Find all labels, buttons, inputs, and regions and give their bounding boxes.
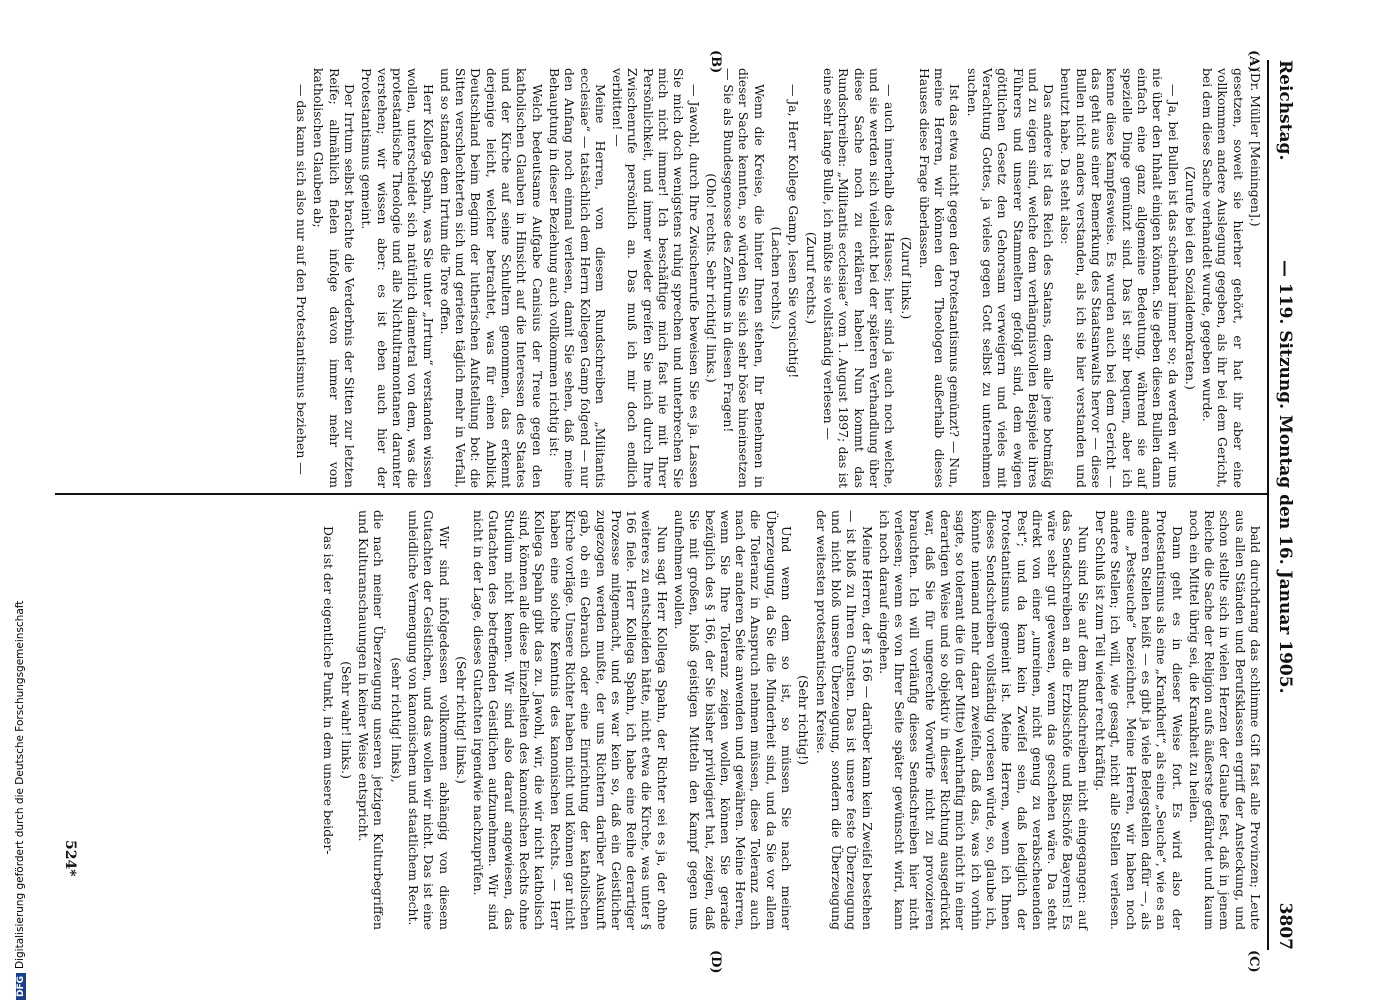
margin-mark-c: (C) <box>1246 950 1261 973</box>
dfg-logo: DFG <box>16 973 26 1000</box>
paragraph: Das ist der eigentliche Punkt, in dem unsere beider- <box>321 526 337 855</box>
interjection: (Sehr richtig!) <box>796 675 812 765</box>
quotation: bald durchdrang das schlimme Gift fast alle Provinzen; Leute aus allen Ständen und Berufsklassen ergriff der Ansteckung, und schon stellte sich in vielen Herzen der Glaube fest, daß in jenem Reiche die Sache der Religion aufs äußerste gefährdet und kaum noch ein Mittel übrig sei, die Krankheit zu heilen. <box>1186 510 1263 930</box>
paragraph: die nach meiner Überzeugung unseren jetzigen Kulturbegriffen und Kulturanschauungen in keiner Weise entspricht. <box>356 510 387 930</box>
interjection: (Zuruf rechts.) <box>803 231 819 325</box>
column-divider <box>55 493 1267 495</box>
paragraph: Nun sagt Herr Kollega Spahn, der Richter sei es ja, der ohne weiteres zu entscheiden hätte, nicht etwa die Kirche, was unter § 166 fiele. Herr Kollega Spahn, ich habe eine Reihe derartiger Prozesse mitgemacht, und es war kein so, daß ein Geistlicher zugezogen werden mußte, der uns Richtern darüber Auskunft gab, ob ein Gebrauch oder eine Einrichtung der katholischen Kirche vorläge. Unsere Richter haben nicht und können gar nicht haben eine solche Kenntnis des kanonischen Rechts. — Herr Kollega Spahn gibt das zu. Jawohl, wir, die wir nicht katholisch sind, können alle diese Einzelheiten des kanonischen Rechts ohne Studium nicht kennen. Wir sind also darauf angewiesen, das Gutachten des betreffenden Geistlichen aufzunehmen. Wir sind nicht in der Lage, dieses Gutachten irgendwie nachzuprüfen. <box>471 510 670 930</box>
interjection: (Sehr wahr! links.) <box>338 661 354 779</box>
paragraph: Meine Herren, von diesem Rundschreiben „Militantis ecclesiae“ — tatsächlich dem Herrn Kollegen Gamp folgend — nur den Anfang noch einmal verlesen, damit Sie sehen, daß meine Behauptung in dieser Beziehung auch vollkommen richtig ist: <box>546 68 608 488</box>
paragraph: Nun sind Sie auf dem Rundschreiben nicht eingegangen: auf das Sendschreiben an die Erzbischöfe und Bischöfe Bayerns! Es wäre sehr gut gewesen, wenn das geschehen wäre. Da steht direkt von einer „unreinen, nicht genug zu verabscheuenden Pest“; und da kann kein Zweifel sein, daß lediglich der Protestantismus gemeint ist. Meine Herren, wenn ich Ihnen dieses Sendschreiben vollständig vorlesen würde, so, glaube ich, könnte niemand mehr daran zweifeln, daß das, was ich vorhin sagte, so tolerant die (in der Mitte) wahrhaftig mich nicht in einer derartigen Weise und so objektiv in dieser Richtung ausgedrückt war, daß Sie für ungerechte Vorwürfe nicht zu provozieren brauchten. Ich will vorläufig dieses Sendschreiben hier nicht verlesen; wenn es von Ihrer Seite später gewünscht wird, kann ich noch darauf eingehen. <box>876 510 1091 930</box>
paragraph: — Ja, bei Bullen ist das scheinbar immer so; da werden wir uns nie über den Inhalt einigen können. Sie geben diesen Bullen dann einfach eine ganz allgemeine Bedeutung, während sie auf spezielle Dinge gemünzt sind. Das ist sehr bequem, aber ich kenne diese Kampfesweise. Es wurden auch bei dem Gericht — das geht aus einer Bemerkung des Staatsanwalts hervor — diese Bullen nicht anders verstanden, als ich sie hier verstanden und benutzt habe. Da steht also: <box>1058 68 1181 488</box>
paragraph: Meine Herren, der § 166 — darüber kann kein Zweifel bestehen — ist bloß zu Ihren Gunsten. Das ist unsere feste Überzeugung und nicht bloß unsere Überzeugung, sondern die Überzeugung der weitesten protestantischen Kreise. <box>813 510 875 930</box>
interjection: (Oho! rechts. Sehr richtig! links.) <box>703 173 719 383</box>
right-column <box>319 510 1263 930</box>
margin-mark-a: (A) <box>1246 50 1261 73</box>
quotation: Der Irrtum selbst brachte die Verderbnis der Sitten zur letzten Reife; allmählich fielen infolge davon immer mehr vom katholischen Glauben ab; <box>311 68 358 488</box>
header-session: — 119. Sitzung. Montag den 16. Januar 1905. <box>1275 260 1295 694</box>
sheet-signature: 524* <box>62 840 78 877</box>
paragraph: — das kann sich also nur auf den Protestantismus beziehen — <box>294 84 310 475</box>
credit-text: Digitalisierung gefördert durch die Deutsche Forschungsgemeinschaft <box>14 600 26 969</box>
margin-mark-d: (D) <box>708 950 723 974</box>
digitization-credit <box>14 0 28 1000</box>
running-header <box>1271 60 1295 950</box>
paragraph: Und wenn dem so ist, so müssen Sie nach meiner Überzeugung, da Sie die Minderheit sind, und da Sie vor allem die Toleranz in Anspruch nehmen müssen, diese Toleranz auch nach der anderen Seite anwenden und gewähren. Meine Herren, wenn Sie Ihre Toleranz zeigen wollen, können Sie gerade bezüglich des § 166, der Sie bisher privilegiert hat, zeigen, daß Sie mit großen, bloß geistigen Mitteln den Kampf gegen uns aufnehmen wollen. <box>672 510 795 930</box>
header-page-number: 3807 <box>1275 902 1295 950</box>
paragraph: — Ja, Herr Kollege Gamp, lesen Sie vorsichtig! <box>786 84 802 379</box>
paragraph: Dann geht es in dieser Weise fort. Es wird also der Protestantismus als eine „Krankheit“, als eine „Seuche“, wie es an anderen Stellen heißt — es gibt ja viele Belegstellen dafür —, als eine „Pestseuche“ bezeichnet. Meine Herren, wir haben noch andere Stellen; ich will, wie gesagt, nicht alle Stellen verlesen. Der Schluß ist zum Teil wieder recht kräftig. <box>1093 510 1185 930</box>
interjection: (Zurufe bei den Sozialdemokraten.) <box>1182 166 1198 390</box>
quotation: Das andere ist das Reich des Satans, dem alle jene botmäßig und zu eigen sind, welche dem verhängnisvollen Beispiele ihres Führers und unserer Stammeltern gefolgt sind, dem ewigen göttlichen Gesetz den Gehorsam verweigern und vieles mit Verachtung Gottes, ja vieles gegen Gott selbst zu unternehmen suchen. <box>964 68 1057 488</box>
quotation: Welch bedeutsame Aufgabe Canisius der Treue gegen den katholischen Glauben in Hinsicht auf die Interessen des Staates und der Kirche auf seine Schultern genommen, das erkennt derjenige leicht, welcher betrachtet, was für einen Anblick Deutschland beim Beginn der lutherischen Aufstellung bot: die Sitten verschlechterten sich und gerieten täglich mehr in Verfall, und so standen dem Irrtum die Tore offen. <box>437 68 545 488</box>
paragraph: — auch innerhalb des Hauses; hier sind ja auch noch welche, und sie werden sich vielleicht bei der späteren Verhandlung über diese Sache noch zu erklären haben! Nun kommt das Rundschreiben: „Militantis ecclesiae“ vom 1. August 1897; das ist eine sehr lange Bulle, ich müßte sie vollständig verlesen — <box>820 68 898 488</box>
header-rule <box>1267 60 1269 950</box>
interjection: (Zuruf links.) <box>899 236 915 320</box>
paragraph: Wir sind infolgedessen vollkommen abhängig von diesem Gutachten der Geistlichen, und das wollen wir nicht. Das ist eine unleidliche Vermengung von kanonischem und staatlichem Recht. <box>405 510 452 930</box>
paragraph: — Jawohl, durch Ihre Zwischenrufe beweisen Sie es ja. Lassen Sie mich doch wenigstens ruhig sprechen und unterbrechen Sie mich nicht immer! Ich beschäftige mich fast nie mit Ihrer Persönlichkeit, und immer wieder greifen Sie mich durch Ihre Zwischenrufe persönlich an. Das muß ich mir doch endlich verbitten! — <box>610 68 702 488</box>
paragraph: (Dr. Müller [Meiningen].) <box>1248 68 1263 227</box>
interjection: (sehr richtig! links), <box>388 657 404 783</box>
interjection: (Lachen rechts.) <box>769 226 785 330</box>
header-title: Reichstag. <box>1275 60 1295 161</box>
paragraph: gesetzen, soweit sie hierher gehört, er hat ihr aber eine vollkommen andere Auslegung gegeben, als ihr bei dem Gericht, bei dem diese Sache verhandelt wurde, gegeben wurde. <box>1200 68 1246 488</box>
margin-mark-b: (B) <box>708 50 723 74</box>
interjection: (Sehr richtig! links.) <box>453 656 469 784</box>
left-column <box>292 68 1263 488</box>
paragraph: Wenn die Kreise, die hinter Ihnen stehen, Ihr Benehmen in dieser Sache kennten, so würden Sie sich sehr böse hineinsetzen — Sie als Bundesgenosse des Zentrums in diesen Fragen! <box>721 68 767 488</box>
paragraph: Ist das etwa nicht gegen den Protestantismus gemünzt? — Nun, meine Herren, wir können den Theologen außerhalb dieses Hauses diese Frage überlassen. <box>916 68 963 488</box>
paragraph: Herr Kollega Spahn, was Sie unter „Irrtum“ verstanden wissen wollen, unterscheidet sich natürlich diametral von dem, was die protestantische Theologie und alle Nichtultramontanen darunter verstehen; wir wissen aber: es ist eben auch hier der Protestantismus gemeint. <box>359 68 436 488</box>
